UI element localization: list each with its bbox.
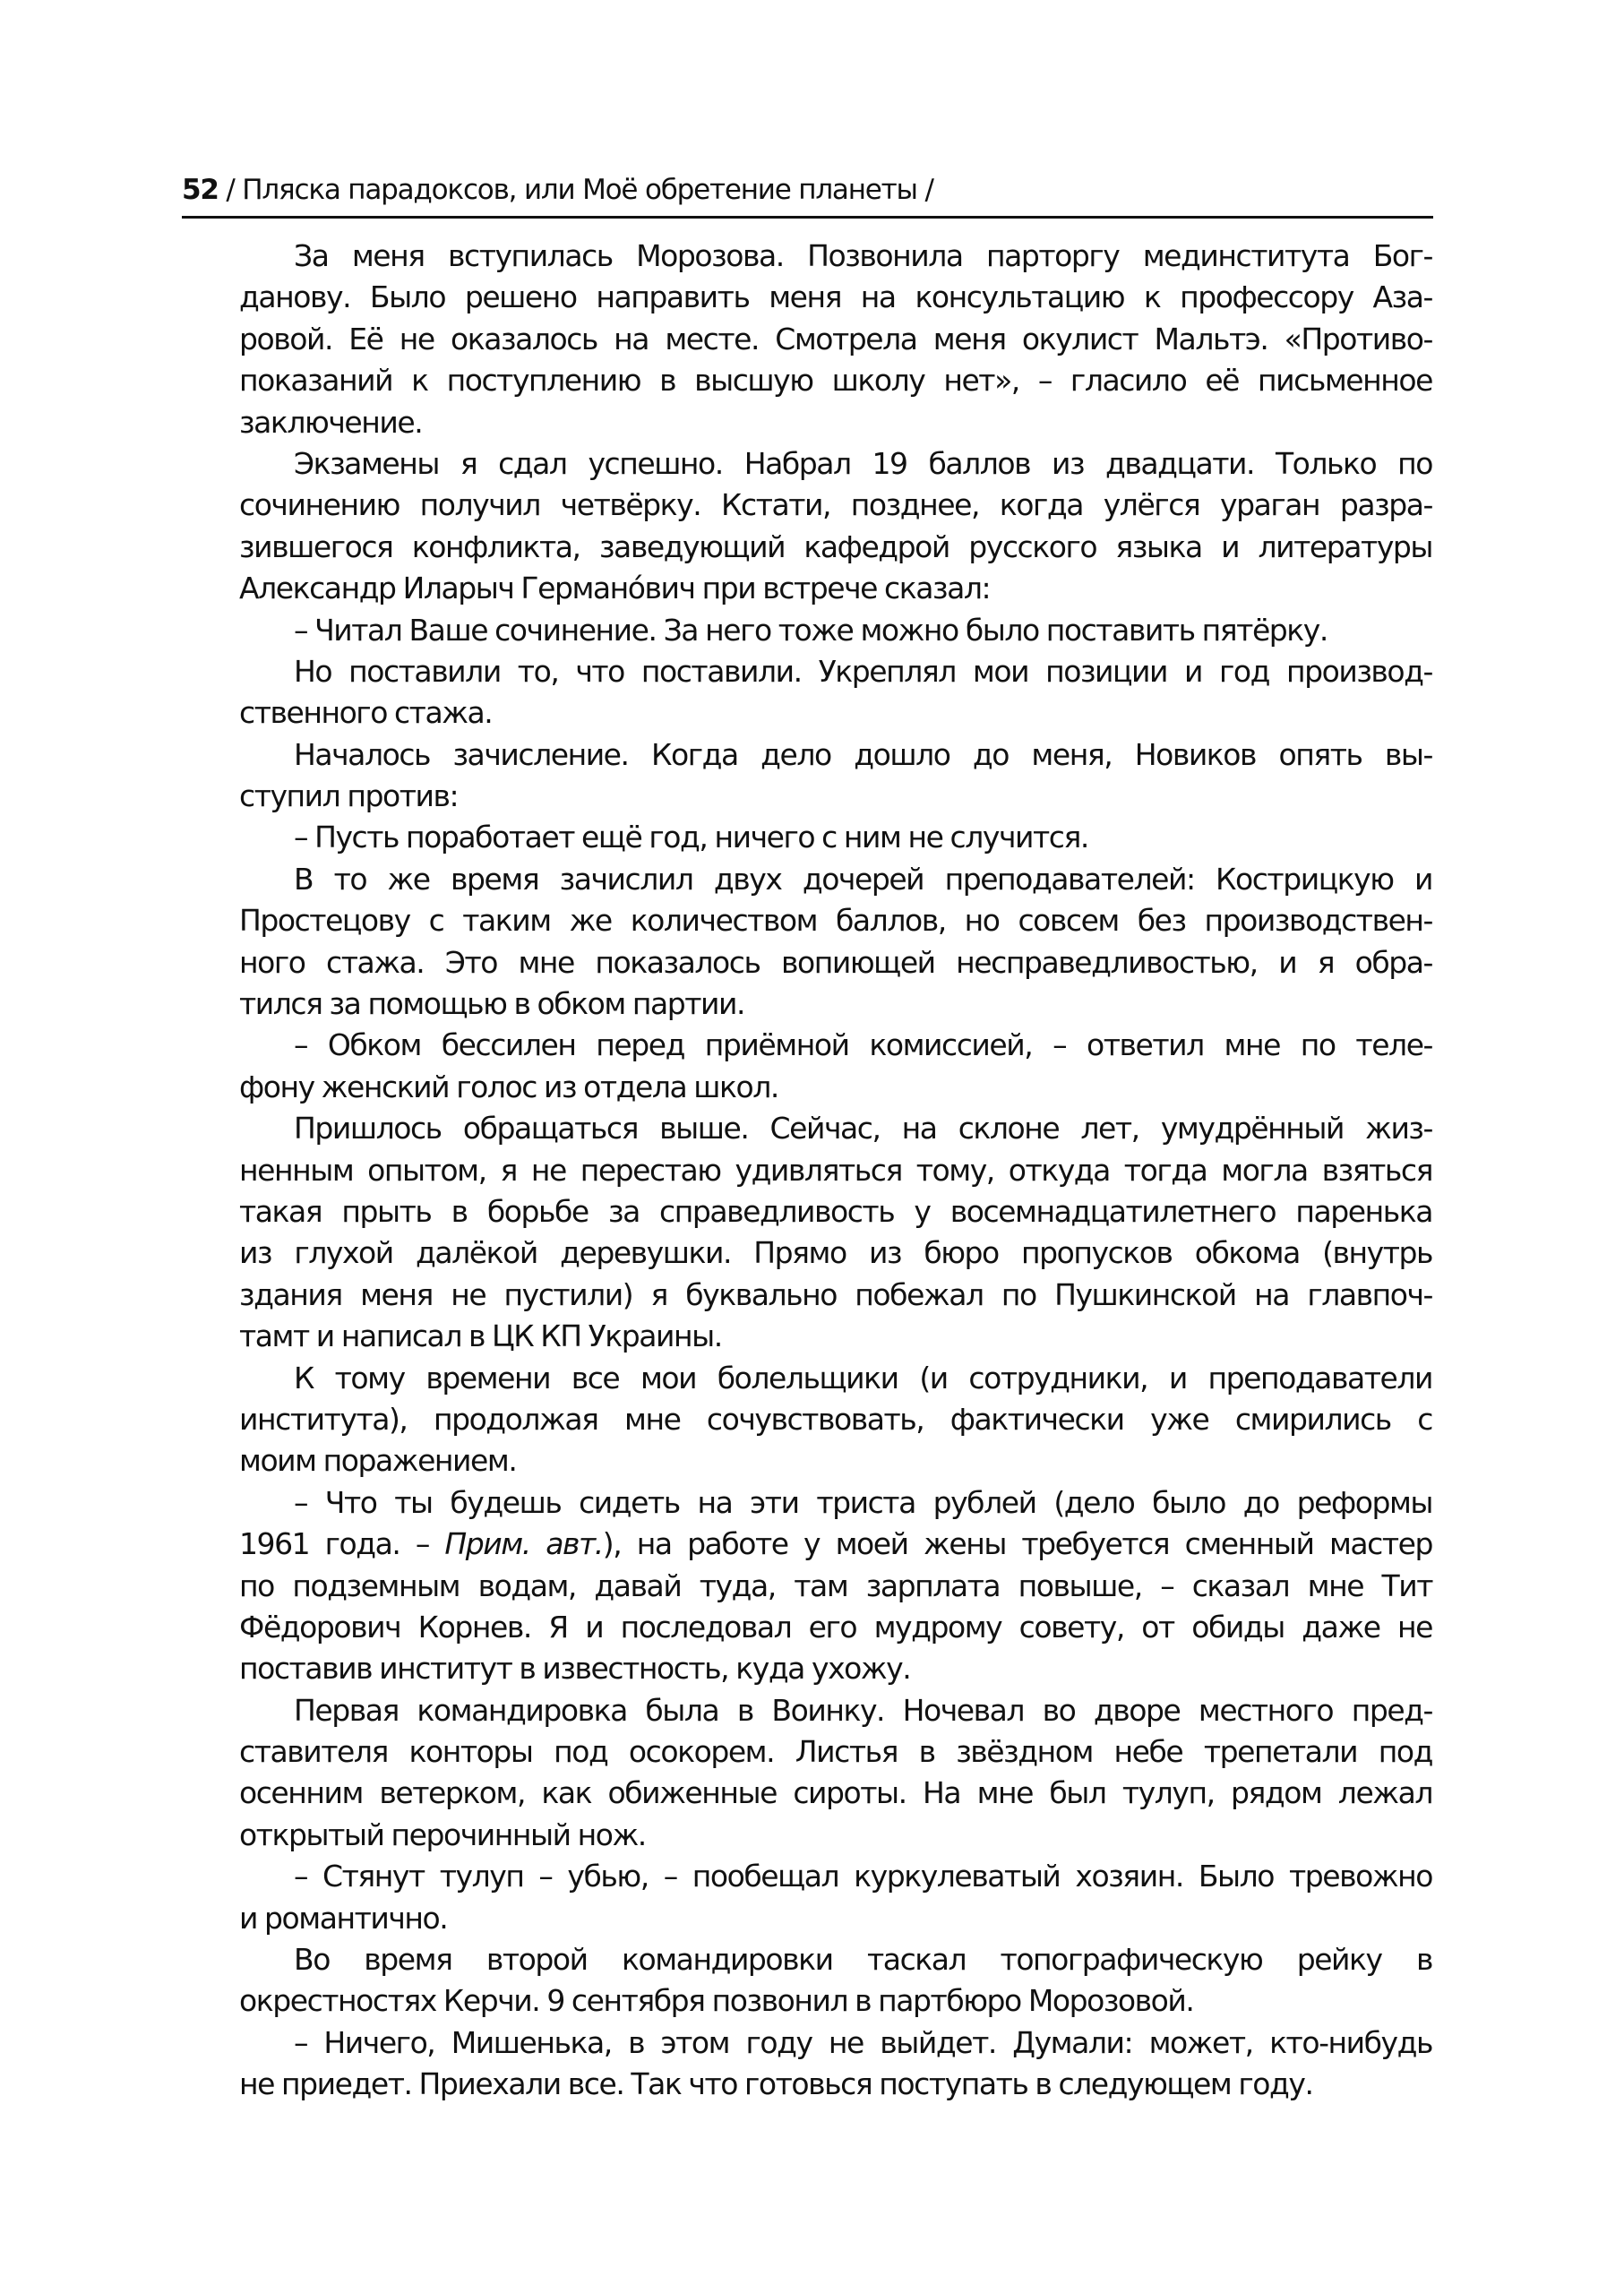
text-line: – Что ты будешь сидеть на эти триста рублей (дело было до реформы [294, 1484, 1432, 1520]
text-line: зившегося конфликта, заведующий кафедрой русского языка и литературы [239, 528, 1432, 564]
text-line: заключение. [239, 404, 423, 440]
text-line: ненным опытом, я не перестаю удивляться тому, откуда тогда могла взяться [239, 1152, 1432, 1188]
text-line: осенним ветерком, как обиженные сироты. На мне был тулуп, рядом лежал [239, 1775, 1432, 1811]
text-line: – Ничего, Мишенька, в этом году не выйдет. Думали: может, кто-нибудь [294, 2024, 1432, 2060]
text-line: В то же время зачислил двух дочерей преподавателей: Кострицкую и [294, 861, 1432, 897]
text-line: по подземным водам, давай туда, там зарплата повыше, – сказал мне Тит [239, 1567, 1432, 1603]
text-line: института), продолжая мне сочувствовать, фактически уже смирились с [239, 1401, 1432, 1437]
text-line: – Обком бессилен перед приёмной комиссией, – ответил мне по теле- [294, 1027, 1432, 1063]
text-line: не приедет. Приехали все. Так что готовься поступать в следующем году. [239, 2066, 1313, 2102]
text-line: 1961 года. – Прим. авт.), на работе у моей жены требуется сменный мастер [239, 1526, 1432, 1562]
text-line: ственного стажа. [239, 695, 493, 731]
text-line: показаний к поступлению в высшую школу нет», – гласило её письменное [239, 363, 1432, 399]
text-line: ровой. Её не оказалось на месте. Смотрела меня окулист Мальтэ. «Противо- [239, 321, 1432, 356]
text-line: Экзамены я сдал успешно. Набрал 19 баллов из двадцати. Только по [294, 445, 1432, 481]
text-line: моим поражением. [239, 1443, 517, 1479]
text-line: данову. Было решено направить меня на консультацию к профессору Аза- [239, 279, 1432, 315]
text-line: и романтично. [239, 1900, 448, 1936]
text-line: Началось зачисление. Когда дело дошло до меня, Новиков опять вы- [294, 736, 1432, 772]
text-line: ставителя конторы под осокорем. Листья в звёздном небе трепетали под [239, 1734, 1432, 1770]
text-line: открытый перочинный нож. [239, 1816, 646, 1852]
text-line: Но поставили то, что поставили. Укреплял мои позиции и год производ- [294, 653, 1432, 689]
text-line: фону женский голос из отдела школ. [239, 1069, 778, 1104]
running-head [182, 170, 1433, 210]
text-line: тился за помощью в обком партии. [239, 986, 745, 1022]
text-line: – Стянут тулуп – убью, – пообещал куркулеватый хозяин. Было тревожно [294, 1859, 1432, 1894]
text-line: Пришлось обращаться выше. Сейчас, на склоне лет, умудрённый жиз- [294, 1111, 1432, 1146]
text-line: За меня вступилась Морозова. Позвонила парторгу мединститута Бог- [294, 238, 1432, 273]
author-note: Прим. авт. [444, 1526, 603, 1562]
text-line: Простецову с таким же количеством баллов, но совсем без производствен- [239, 903, 1432, 939]
text-line: ступил против: [239, 778, 459, 814]
text-line: окрестностях Керчи. 9 сентября позвонил в партбюро Морозовой. [239, 1983, 1194, 2019]
text-line: – Пусть поработает ещё год, ничего с ним не случится. [294, 820, 1088, 855]
text-line: Первая командировка была в Воинку. Ночевал во дворе местного пред- [294, 1692, 1432, 1728]
text-line: Фёдорович Корнев. Я и последовал его мудрому совету, от обиды даже не [239, 1609, 1432, 1645]
header-rule [182, 216, 1433, 219]
text-line: К тому времени все мои болельщики (и сотрудники, и преподаватели [294, 1360, 1432, 1396]
text-line: такая прыть в борьбе за справедливость у восемнадцатилетнего паренька [239, 1193, 1432, 1229]
text-line: сочинению получил четвёрку. Кстати, позднее, когда улёгся ураган разра- [239, 487, 1432, 523]
text-line: здания меня не пустили) я буквально побежал по Пушкинской на главпоч- [239, 1276, 1432, 1312]
page-number: 52 [182, 174, 219, 206]
text-line: из глухой далёкой деревушки. Прямо из бюро пропусков обкома (внутрь [239, 1235, 1432, 1271]
body-text [239, 236, 1432, 2106]
text-line: Александр Иларыч Германо́вич при встрече сказал: [239, 571, 991, 606]
text-line: поставив институт в известность, куда ухожу. [239, 1651, 911, 1687]
text-line: ного стажа. Это мне показалось вопиющей несправедливостью, и я обра- [239, 944, 1432, 980]
text-line: тамт и написал в ЦК КП Украины. [239, 1318, 722, 1354]
text-line: Во время второй командировки таскал топографическую рейку в [294, 1942, 1432, 1978]
text-line: – Читал Ваше сочинение. За него тоже можно было поставить пятёрку. [294, 612, 1328, 648]
running-title: / Пляска парадоксов, или Моё обретение планеты / [218, 174, 933, 206]
